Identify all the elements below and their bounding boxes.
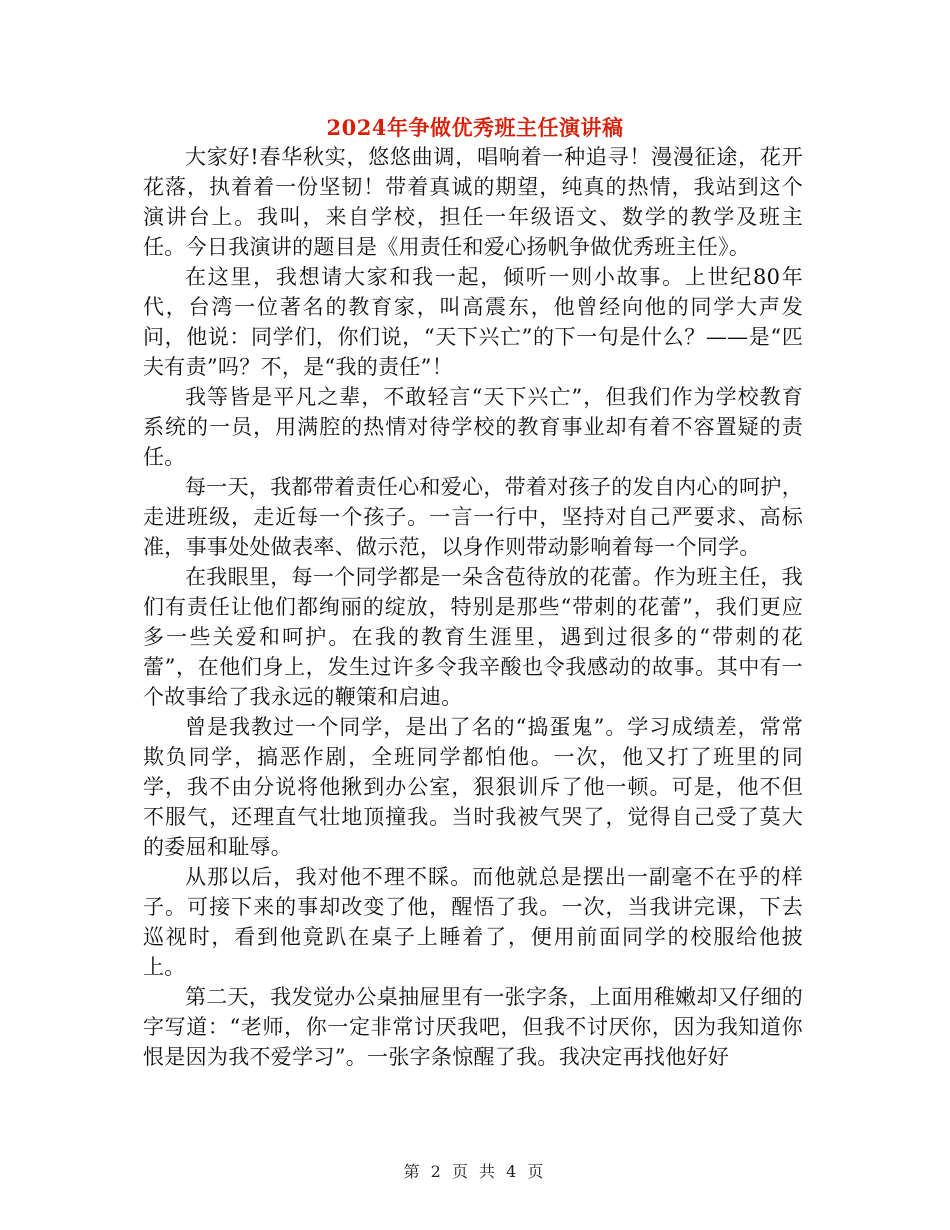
paragraph: 在这里，我想请大家和我一起，倾听一则小故事。上世纪80年代，台湾一位著名的教育家，叫高震东，他曾经向他的同学大声发问，他说：同学们，你们说，“天下兴亡”的下一句是什么？——是“匹夫有责”吗？不，是“我的责任”！	[143, 265, 803, 379]
document-title: 2024年争做优秀班主任演讲稿	[326, 115, 624, 140]
paragraph: 大家好!春华秋实，悠悠曲调，唱响着一种追寻！漫漫征途，花开花落，执着着一份坚韧！带着真诚的期望，纯真的热情，我站到这个演讲台上。我叫，来自学校，担任一年级语文、数学的教学及班主任。今日我演讲的题目是《用责任和爱心扬帆争做优秀班主任》。	[143, 145, 803, 259]
paragraph: 我等皆是平凡之辈，不敢轻言“天下兴亡”，但我们作为学校教育系统的一员，用满腔的热情对待学校的教育事业却有着不容置疑的责任。	[143, 385, 803, 469]
paragraph: 曾是我教过一个同学，是出了名的“捣蛋鬼”。学习成绩差，常常欺负同学，搞恶作剧，全班同学都怕他。一次，他又打了班里的同学，我不由分说将他揪到办公室，狠狠训斥了他一顿。可是，他不但不服气，还理直气壮地顶撞我。当时我被气哭了，觉得自己受了莫大的委屈和耻辱。	[143, 715, 803, 859]
page-number-footer: 第 2 页 共 4 页	[403, 1162, 547, 1181]
paragraph: 每一天，我都带着责任心和爱心，带着对孩子的发自内心的呵护，走进班级，走近每一个孩子。一言一行中，坚持对自己严要求、高标准，事事处处做表率、做示范，以身作则带动影响着每一个同学。	[143, 475, 803, 559]
paragraph: 第二天，我发觉办公桌抽屉里有一张字条，上面用稚嫩却又仔细的字写道：“老师，你一定非常讨厌我吧，但我不讨厌你，因为我知道你恨是因为我不爱学习”。一张字条惊醒了我。我决定再找他好好	[143, 985, 803, 1069]
document-body	[143, 142, 803, 1072]
paragraph: 在我眼里，每一个同学都是一朵含苞待放的花蕾。作为班主任，我们有责任让他们都绚丽的绽放，特别是那些“带刺的花蕾”，我们更应多一些关爱和呵护。在我的教育生涯里，遇到过很多的“带刺的花蕾”，在他们身上，发生过许多令我辛酸也令我感动的故事。其中有一个故事给了我永远的鞭策和启迪。	[143, 565, 803, 709]
paragraph: 从那以后，我对他不理不睬。而他就总是摆出一副毫不在乎的样子。可接下来的事却改变了他，醒悟了我。一次，当我讲完课，下去巡视时，看到他竟趴在桌子上睡着了，便用前面同学的校服给他披上。	[143, 865, 803, 979]
